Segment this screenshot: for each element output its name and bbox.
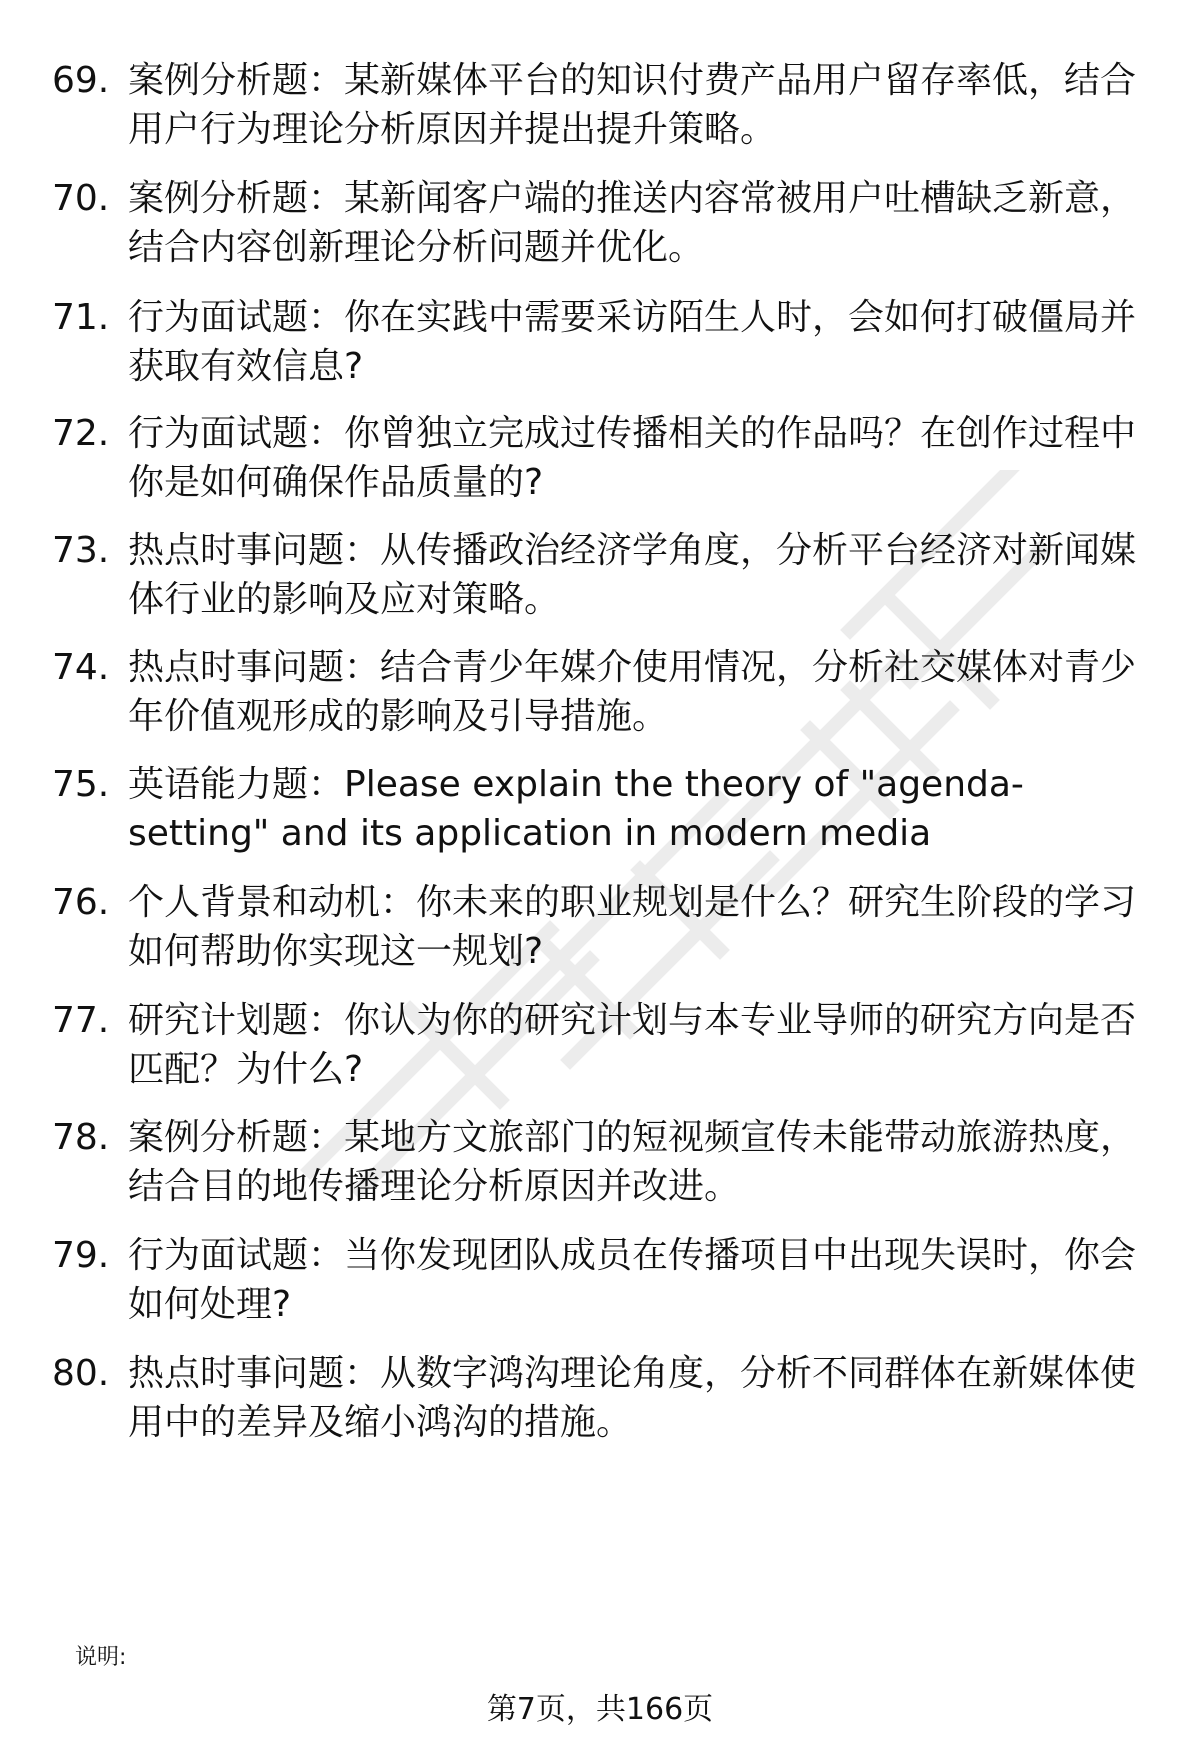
question-text: 热点时事问题：从数字鸿沟理论角度，分析不同群体在新媒体使用中的差异及缩小鸿沟的措施。	[128, 1353, 1137, 1443]
question-number: 74.	[52, 647, 110, 688]
question-text: 行为面试题：当你发现团队成员在传播项目中出现失误时，你会如何处理?	[128, 1235, 1137, 1325]
question-number: 73.	[52, 530, 110, 571]
question-item	[52, 293, 1152, 391]
question-text: 案例分析题：某新媒体平台的知识付费产品用户留存率低，结合用户行为理论分析原因并提出提升策略。	[128, 60, 1137, 150]
question-item	[52, 174, 1152, 272]
question-number: 70.	[52, 178, 110, 219]
question-item	[52, 1113, 1152, 1211]
question-text: 案例分析题：某地方文旅部门的短视频宣传未能带动旅游热度，结合目的地传播理论分析原因并改进。	[128, 1117, 1137, 1207]
question-number: 75.	[52, 764, 110, 805]
question-number: 80.	[52, 1353, 110, 1394]
question-item	[52, 409, 1152, 507]
question-text: 研究计划题：你认为你的研究计划与本专业导师的研究方向是否匹配？为什么?	[128, 1000, 1137, 1090]
question-number: 69.	[52, 60, 110, 101]
note-label: 说明:	[75, 1645, 127, 1670]
page-footer: 第7页，共166页	[486, 1692, 714, 1727]
question-text: 热点时事问题：从传播政治经济学角度，分析平台经济对新闻媒体行业的影响及应对策略。	[128, 530, 1137, 620]
question-item	[52, 643, 1152, 741]
question-number: 78.	[52, 1117, 110, 1158]
question-number: 71.	[52, 297, 110, 338]
question-item	[52, 878, 1152, 976]
question-number: 76.	[52, 882, 110, 923]
question-text: 个人背景和动机：你未来的职业规划是什么？研究生阶段的学习如何帮助你实现这一规划?	[128, 882, 1137, 972]
question-text: 行为面试题：你在实践中需要采访陌生人时，会如何打破僵局并获取有效信息?	[128, 297, 1137, 387]
question-item	[52, 760, 1152, 858]
question-item	[52, 1231, 1152, 1329]
question-item	[52, 996, 1152, 1094]
question-number: 72.	[52, 413, 110, 454]
question-item	[52, 526, 1152, 624]
question-number: 77.	[52, 1000, 110, 1041]
question-text: 英语能力题：Please explain the theory of "agenda-setting" and its application in modern media	[128, 764, 1024, 854]
question-text: 行为面试题：你曾独立完成过传播相关的作品吗？在创作过程中你是如何确保作品质量的?	[128, 413, 1137, 503]
question-text: 热点时事问题：结合青少年媒介使用情况，分析社交媒体对青少年价值观形成的影响及引导措施。	[128, 647, 1137, 737]
question-item	[52, 56, 1152, 154]
question-text: 案例分析题：某新闻客户端的推送内容常被用户吐槽缺乏新意，结合内容创新理论分析问题并优化。	[128, 178, 1137, 268]
question-number: 79.	[52, 1235, 110, 1276]
question-item	[52, 1349, 1152, 1447]
